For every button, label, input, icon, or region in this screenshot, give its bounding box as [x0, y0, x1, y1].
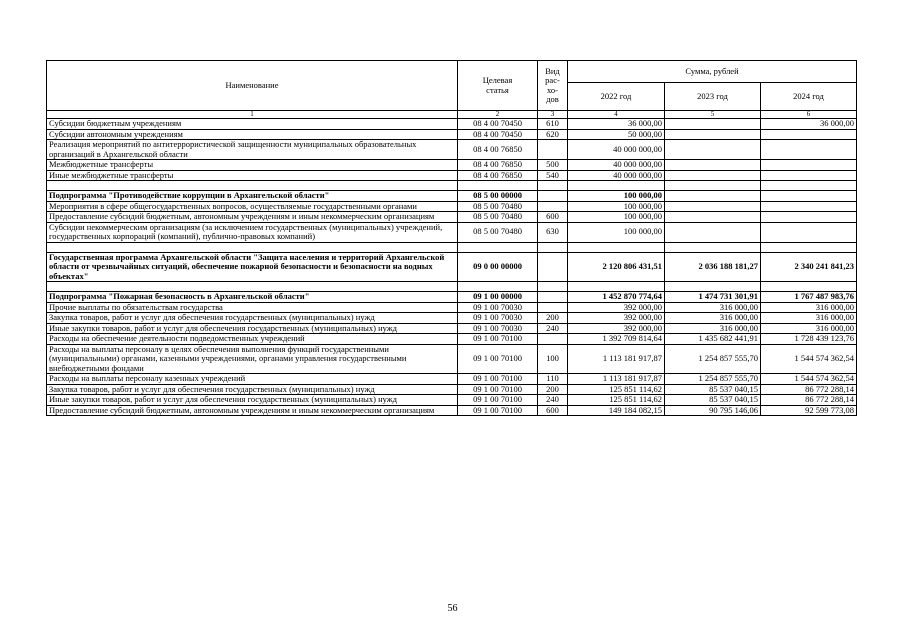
table-row [47, 191, 857, 202]
budget-table [46, 60, 857, 416]
row-2022: 125 851 114,62 [568, 384, 665, 395]
table-row [47, 395, 857, 406]
row-kind [538, 252, 568, 282]
row-target: 09 1 00 70030 [458, 302, 538, 313]
row-2022: 1 113 181 917,87 [568, 374, 665, 385]
table-row [47, 292, 857, 303]
row-2024 [761, 212, 857, 223]
row-kind [538, 191, 568, 202]
blank-row [47, 181, 857, 191]
row-name: Предоставление субсидий бюджетным, автономным учреждениям и иным некоммерческим организациям [47, 212, 458, 223]
row-name: Закупка товаров, работ и услуг для обеспечения государственных (муниципальных) нужд [47, 384, 458, 395]
table-row [47, 170, 857, 181]
header-target: Целевая статья [458, 61, 538, 111]
row-2023 [665, 212, 761, 223]
row-kind [538, 292, 568, 303]
row-name: Закупка товаров, работ и услуг для обеспечения государственных (муниципальных) нужд [47, 313, 458, 324]
row-name: Субсидии бюджетным учреждениям [47, 119, 458, 130]
row-kind: 610 [538, 119, 568, 130]
row-kind: 630 [538, 222, 568, 242]
table-row [47, 129, 857, 140]
row-2022: 40 000 000,00 [568, 170, 665, 181]
row-kind: 600 [538, 212, 568, 223]
column-number-row [47, 111, 857, 119]
table-row [47, 119, 857, 130]
row-2022: 392 000,00 [568, 313, 665, 324]
row-target: 09 1 00 70100 [458, 334, 538, 345]
row-2022: 1 392 709 814,64 [568, 334, 665, 345]
row-target: 09 1 00 70100 [458, 405, 538, 416]
row-2024: 316 000,00 [761, 313, 857, 324]
row-target: 09 1 00 70030 [458, 313, 538, 324]
row-name: Государственная программа Архангельской области "Защита населения и территорий Архангельской области от чрезвычайных ситуаций, обеспечение пожарной безопасности и безопасности на водных объектах" [47, 252, 458, 282]
row-2024: 1 728 439 123,76 [761, 334, 857, 345]
row-name: Прочие выплаты по обязательствам государства [47, 302, 458, 313]
row-name: Подпрограмма "Противодействие коррупции в Архангельской области" [47, 191, 458, 202]
row-2024 [761, 191, 857, 202]
row-name: Субсидии некоммерческим организациям (за исключением государственных (муниципальных) учреждений, государственных корпораций (компаний), публично-правовых компаний) [47, 222, 458, 242]
row-name: Межбюджетные трансферты [47, 160, 458, 171]
row-2022: 392 000,00 [568, 302, 665, 313]
header-2023: 2023 год [665, 83, 761, 111]
row-target: 09 1 00 70100 [458, 384, 538, 395]
row-2023: 1 254 857 555,70 [665, 344, 761, 374]
table-row [47, 405, 857, 416]
row-target: 08 4 00 76850 [458, 160, 538, 171]
table-row [47, 222, 857, 242]
row-2024: 316 000,00 [761, 323, 857, 334]
row-2022: 50 000,00 [568, 129, 665, 140]
row-2023: 85 537 040,15 [665, 384, 761, 395]
table-row [47, 160, 857, 171]
table-row [47, 313, 857, 324]
row-2024: 1 544 574 362,54 [761, 374, 857, 385]
row-target: 09 1 00 70030 [458, 323, 538, 334]
table-row [47, 323, 857, 334]
row-2023: 1 435 682 441,91 [665, 334, 761, 345]
row-2024 [761, 222, 857, 242]
row-2023 [665, 191, 761, 202]
col-number: 2 [458, 111, 538, 119]
table-row [47, 201, 857, 212]
row-2022: 125 851 114,62 [568, 395, 665, 406]
row-2023: 316 000,00 [665, 313, 761, 324]
row-2023 [665, 222, 761, 242]
row-2024 [761, 140, 857, 160]
row-2022: 40 000 000,00 [568, 160, 665, 171]
row-kind: 240 [538, 323, 568, 334]
row-2022: 1 452 870 774,64 [568, 292, 665, 303]
row-name: Иные закупки товаров, работ и услуг для обеспечения государственных (муниципальных) нужд [47, 395, 458, 406]
row-kind: 240 [538, 395, 568, 406]
row-2023: 316 000,00 [665, 323, 761, 334]
table-row [47, 374, 857, 385]
col-number: 3 [538, 111, 568, 119]
row-2023: 2 036 188 181,27 [665, 252, 761, 282]
col-number: 1 [47, 111, 458, 119]
row-2024: 316 000,00 [761, 302, 857, 313]
row-kind [538, 201, 568, 212]
row-name: Подпрограмма "Пожарная безопасность в Архангельской области" [47, 292, 458, 303]
row-2023 [665, 170, 761, 181]
table-row [47, 140, 857, 160]
row-kind: 200 [538, 313, 568, 324]
row-2023 [665, 160, 761, 171]
row-2022: 100 000,00 [568, 222, 665, 242]
row-2022: 100 000,00 [568, 191, 665, 202]
row-kind [538, 140, 568, 160]
col-number: 6 [761, 111, 857, 119]
row-2022: 100 000,00 [568, 201, 665, 212]
row-2023: 1 474 731 301,91 [665, 292, 761, 303]
row-kind: 110 [538, 374, 568, 385]
row-2024 [761, 170, 857, 181]
table-row [47, 334, 857, 345]
row-2024: 2 340 241 841,23 [761, 252, 857, 282]
row-2024 [761, 129, 857, 140]
row-target: 09 0 00 00000 [458, 252, 538, 282]
row-target: 09 1 00 70100 [458, 395, 538, 406]
page-number: 56 [447, 603, 458, 614]
table-row [47, 384, 857, 395]
row-name: Мероприятия в сфере общегосударственных вопросов, осуществляемые государственными органами [47, 201, 458, 212]
row-name: Иные закупки товаров, работ и услуг для обеспечения государственных (муниципальных) нужд [47, 323, 458, 334]
blank-row [47, 282, 857, 292]
row-2023 [665, 201, 761, 212]
row-target: 08 5 00 70480 [458, 222, 538, 242]
row-name: Предоставление субсидий бюджетным, автономным учреждениям и иным некоммерческим организациям [47, 405, 458, 416]
row-target: 08 5 00 00000 [458, 191, 538, 202]
row-2024: 86 772 288,14 [761, 384, 857, 395]
row-name: Расходы на выплаты персоналу казенных учреждений [47, 374, 458, 385]
row-2022: 149 184 082,15 [568, 405, 665, 416]
row-target: 08 5 00 70480 [458, 212, 538, 223]
row-2024: 36 000,00 [761, 119, 857, 130]
row-2024 [761, 201, 857, 212]
row-target: 09 1 00 70100 [458, 344, 538, 374]
row-2024: 1 544 574 362,54 [761, 344, 857, 374]
col-number: 4 [568, 111, 665, 119]
row-2022: 392 000,00 [568, 323, 665, 334]
row-2023 [665, 129, 761, 140]
row-2024 [761, 160, 857, 171]
row-2024: 92 599 773,08 [761, 405, 857, 416]
row-target: 08 4 00 70450 [458, 129, 538, 140]
row-target: 08 4 00 70450 [458, 119, 538, 130]
row-2023: 90 795 146,06 [665, 405, 761, 416]
row-kind: 540 [538, 170, 568, 181]
row-2023 [665, 140, 761, 160]
row-2022: 36 000,00 [568, 119, 665, 130]
row-name: Иные межбюджетные трансферты [47, 170, 458, 181]
row-target: 08 5 00 70480 [458, 201, 538, 212]
col-number: 5 [665, 111, 761, 119]
row-kind: 500 [538, 160, 568, 171]
header-2022: 2022 год [568, 83, 665, 111]
blank-row [47, 242, 857, 252]
row-kind: 620 [538, 129, 568, 140]
row-2024: 86 772 288,14 [761, 395, 857, 406]
row-name: Расходы на выплаты персоналу в целях обеспечения выполнения функций государственными (муниципальными) органами, казенными учреждениями, органами управления государственными внебюджетными фондами [47, 344, 458, 374]
table-row [47, 344, 857, 374]
row-kind: 600 [538, 405, 568, 416]
header-kind: Вид рас- хо- дов [538, 61, 568, 111]
row-2024: 1 767 487 983,76 [761, 292, 857, 303]
row-2022: 2 120 806 431,51 [568, 252, 665, 282]
row-kind: 200 [538, 384, 568, 395]
row-2023: 85 537 040,15 [665, 395, 761, 406]
row-2023: 316 000,00 [665, 302, 761, 313]
row-name: Реализация мероприятий по антитеррористической защищенности муниципальных образовательных организаций в Архангельской области [47, 140, 458, 160]
row-kind [538, 302, 568, 313]
header-name: Наименование [47, 61, 458, 111]
row-name: Расходы на обеспечение деятельности подведомственных учреждений [47, 334, 458, 345]
row-kind: 100 [538, 344, 568, 374]
row-2022: 100 000,00 [568, 212, 665, 223]
row-target: 09 1 00 70100 [458, 374, 538, 385]
table-row [47, 212, 857, 223]
row-target: 09 1 00 00000 [458, 292, 538, 303]
row-target: 08 4 00 76850 [458, 140, 538, 160]
row-2023: 1 254 857 555,70 [665, 374, 761, 385]
header-2024: 2024 год [761, 83, 857, 111]
header-sum: Сумма, рублей [568, 61, 857, 83]
row-2023 [665, 119, 761, 130]
table-row [47, 302, 857, 313]
row-2022: 40 000 000,00 [568, 140, 665, 160]
table-row [47, 252, 857, 282]
row-name: Субсидии автономным учреждениям [47, 129, 458, 140]
row-kind [538, 334, 568, 345]
row-2022: 1 113 181 917,87 [568, 344, 665, 374]
row-target: 08 4 00 76850 [458, 170, 538, 181]
